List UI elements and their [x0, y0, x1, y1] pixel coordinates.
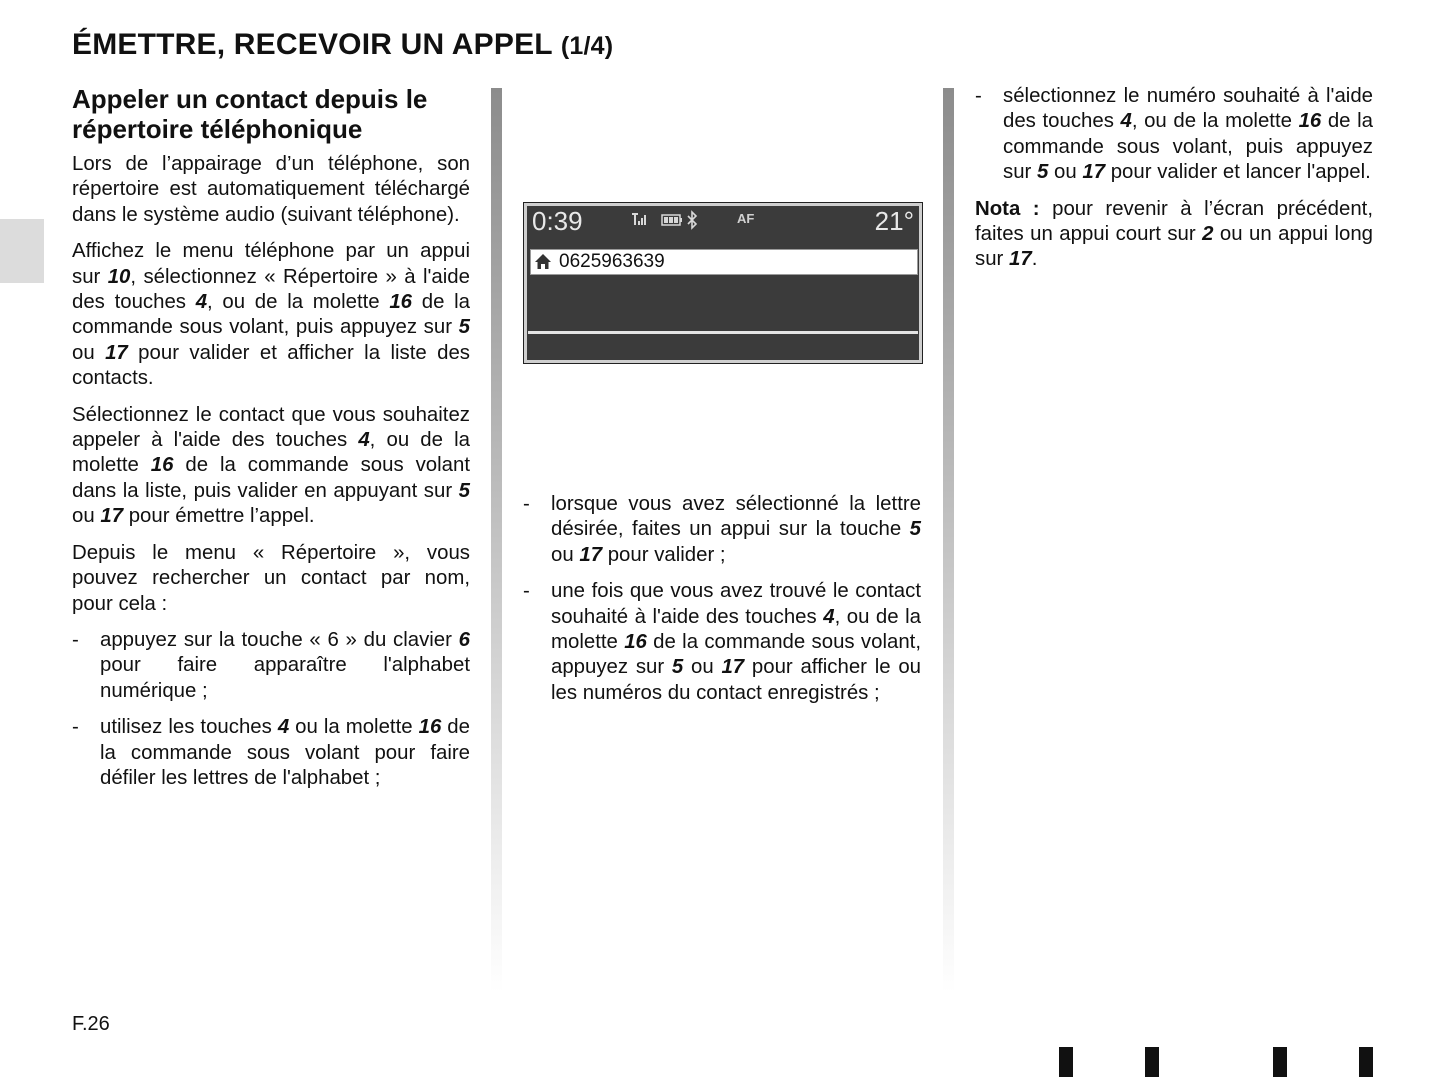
home-icon [534, 253, 552, 270]
status-icons [632, 210, 712, 230]
af-indicator: AF [737, 211, 755, 226]
column-1 [72, 84, 470, 802]
list-item: - une fois que vous avez trouvé le contact souhaité à l'aide des touches 4, ou de la molette 16 de la commande sous volant, appuyez sur 5 ou 17 pour afficher le ou les numéros du contact enregistrés ; [523, 580, 921, 704]
section-heading: Appeler un contact depuis le répertoire téléphonique [72, 84, 428, 144]
paragraph-4: Depuis le menu « Répertoire », vous pouvez rechercher un contact par nom, pour cela : [72, 541, 470, 615]
column-3 [975, 84, 1373, 284]
column-separator [943, 88, 954, 993]
section-tab [0, 219, 44, 283]
crop-mark [1059, 1047, 1073, 1077]
nota-paragraph: Nota : pour revenir à l’écran précédent, faites un appui court sur 2 ou un appui long sur 17. [975, 197, 1373, 271]
list-item: - sélectionnez le numéro souhaité à l'aide des touches 4, ou de la molette 16 de la commande sous volant, puis appuyez sur 5 ou 17 pour valider et lancer l'appel. [975, 85, 1373, 184]
audio-display-screen [523, 202, 923, 364]
list-item: - utilisez les touches 4 ou la molette 16 de la commande sous volant pour faire défiler les lettres de l'alphabet ; [72, 716, 470, 789]
page-number: F.26 [72, 1013, 110, 1035]
title-part: (1/4) [560, 32, 614, 60]
display-clock: 0:39 [532, 206, 583, 236]
display-divider [528, 331, 918, 334]
bluetooth-icon [688, 212, 696, 228]
list-item: - appuyez sur la touche « 6 » du clavier 6 pour faire apparaître l'alphabet numérique ; [72, 628, 470, 702]
crop-mark [1359, 1047, 1373, 1077]
selected-number-row [530, 249, 918, 275]
title-text: ÉMETTRE, RECEVOIR UN APPEL [72, 28, 553, 61]
battery-icon [662, 215, 682, 225]
paragraph-2: Affichez le menu téléphone par un appui sur 10, sélectionnez « Répertoire » à l'aide des touches 4, ou de la molette 16 de la commande sous volant, puis appuyez sur 5 ou 17 pour valider et afficher la liste des contacts. [72, 240, 470, 390]
crop-mark [1145, 1047, 1159, 1077]
list-item: - lorsque vous avez sélectionné la lettre désirée, faites un appui sur la touche 5 ou 17 pour valider ; [523, 493, 921, 566]
page-title [72, 28, 613, 62]
display-temperature: 21° [874, 206, 914, 236]
phone-number: 0625963639 [559, 251, 665, 272]
crop-mark [1273, 1047, 1287, 1077]
signal-icon [632, 213, 646, 225]
paragraph-1: Lors de l’appairage d’un téléphone, son répertoire est automatiquement téléchargé dans le système audio (suivant téléphone). [72, 153, 470, 226]
column-2 [523, 492, 921, 717]
column-separator [491, 88, 502, 993]
paragraph-3: Sélectionnez le contact que vous souhaitez appeler à l'aide des touches 4, ou de la molette 16 de la commande sous volant dans la liste, puis valider en appuyant sur 5 ou 17 pour émettre l’appel. [72, 403, 470, 528]
